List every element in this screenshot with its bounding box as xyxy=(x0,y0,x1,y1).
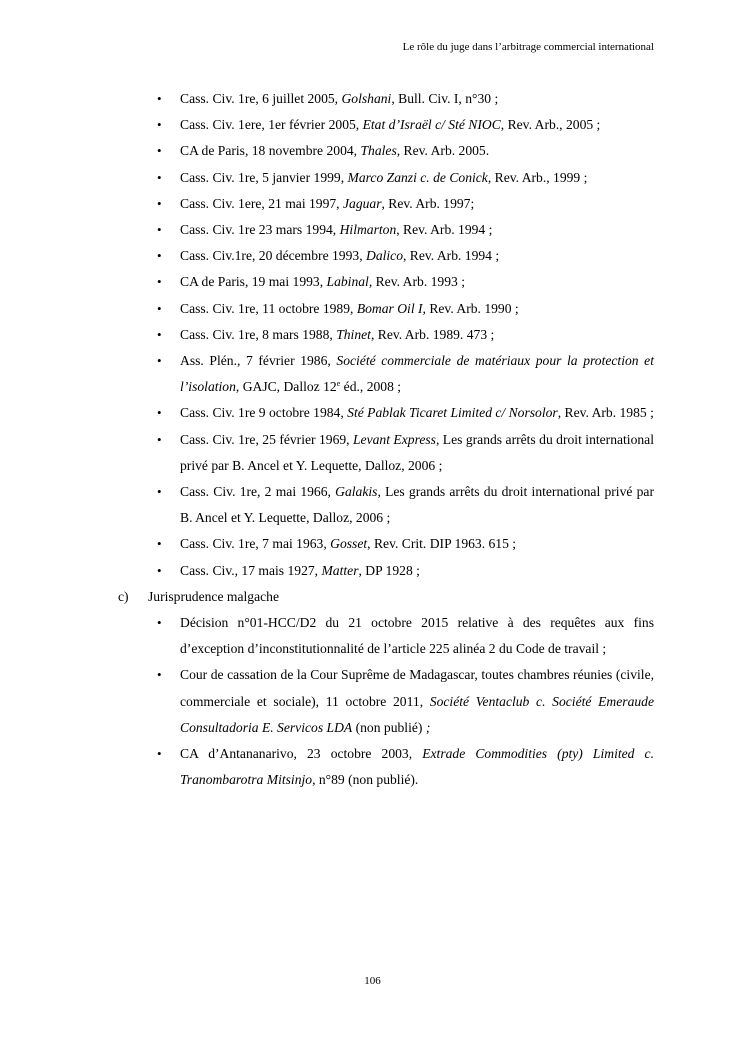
list-item xyxy=(127,558,654,584)
bibliography-content xyxy=(118,86,654,793)
citation-text: , Rev. Arb. 1994 ; xyxy=(403,248,500,264)
citation-text: , Rev. Arb. 1997; xyxy=(381,195,475,211)
citation-text: Cass. Civ. 1re, 8 mars 1988, xyxy=(180,326,337,342)
bullet-icon: • xyxy=(157,195,162,211)
citation-text: CA de Paris, 18 novembre 2004, xyxy=(180,143,361,159)
list-item xyxy=(127,400,654,426)
page-number: 106 xyxy=(364,975,381,987)
citation-text: Décision n°01-HCC/D2 du 21 octobre 2015 relative à des requêtes aux fins d’exception d’inconstitutionnalité de l’article 225 alinéa 2 du Code de travail ; xyxy=(180,615,654,657)
citation-text: , GAJC, Dalloz 12 xyxy=(235,379,337,395)
bullet-icon: • xyxy=(157,274,162,290)
citation-text: CA de Paris, 19 mai 1993, xyxy=(180,274,327,290)
list-item xyxy=(127,531,654,557)
case-name: Labinal, xyxy=(326,274,373,290)
bullet-icon: • xyxy=(157,353,162,369)
bullet-icon: • xyxy=(157,615,162,631)
bullet-icon: • xyxy=(157,300,162,316)
case-name: Sté Pablak Ticaret Limited c/ Norsolor xyxy=(347,405,558,421)
citation-text: Cass. Civ. 1re 9 octobre 1984, xyxy=(180,405,348,421)
list-item xyxy=(127,322,654,348)
citation-text: Cour de cassation de la Cour Suprême de Madagascar, toutes chambres réunies (civile, commerciale et sociale), 11 octobre 2011, xyxy=(180,667,654,709)
citation-text: Cass. Civ. 1re, 11 octobre 1989, xyxy=(180,300,357,316)
citation-text: éd., 2008 ; xyxy=(340,379,402,395)
citation-text: Cass. Civ. 1ere, 1er février 2005, xyxy=(180,117,363,133)
bullet-icon: • xyxy=(157,667,162,683)
citation-text: Rev. Arb. 1993 ; xyxy=(372,274,465,290)
citation-text: Cass. Civ. 1ere, 21 mai 1997, xyxy=(180,195,343,211)
list-item xyxy=(127,479,654,531)
citation-text: , Rev. Arb. 2005. xyxy=(396,143,490,159)
list-item xyxy=(127,86,654,112)
list-item xyxy=(127,348,654,400)
list-item xyxy=(127,296,654,322)
case-name: Marco Zanzi c. de Conick xyxy=(347,169,488,185)
list-item xyxy=(127,217,654,243)
citation-text: Cass. Civ. 1re, 7 mai 1963, xyxy=(180,536,331,552)
case-name: Dalico xyxy=(366,248,403,264)
list-item xyxy=(127,112,654,138)
bullet-icon: • xyxy=(157,562,162,578)
citation-text: Rev. Arb. 1990 ; xyxy=(425,300,519,316)
list-item xyxy=(127,138,654,164)
case-name: Thales xyxy=(360,143,397,159)
list-item xyxy=(127,427,654,479)
list-item xyxy=(127,165,654,191)
bullet-icon: • xyxy=(157,746,162,762)
case-name: Bomar Oil I, xyxy=(356,300,426,316)
citation-text: , n°89 (non publié). xyxy=(312,772,419,788)
citation-text: , Bull. Civ. I, n°30 ; xyxy=(391,91,499,106)
case-name: Société Ventaclub c. Société Emeraude Consultadoria E. Servicos LDA xyxy=(180,693,654,735)
citation-text: , Rev. Arb. 1994 ; xyxy=(396,222,493,238)
bullet-icon: • xyxy=(157,405,162,421)
citation-text: Cass. Civ. 1re, 6 juillet 2005, xyxy=(180,91,342,106)
case-name: ; xyxy=(425,719,431,735)
case-name: Société commerciale de matériaux pour la protection et l’isolation xyxy=(180,353,654,395)
list-item xyxy=(127,662,654,741)
citation-text: , Rev. Arb., 2005 ; xyxy=(500,117,601,133)
case-name: Levant Express xyxy=(353,431,436,447)
case-name: Gosset xyxy=(330,536,368,552)
citation-text: , Rev. Arb. 1989. 473 ; xyxy=(370,326,495,342)
bullet-icon: • xyxy=(157,169,162,185)
citation-text: , DP 1928 ; xyxy=(358,562,420,578)
bullet-icon: • xyxy=(157,91,162,106)
citation-text: Cass. Civ., 17 mais 1927, xyxy=(180,562,322,578)
running-header: Le rôle du juge dans l’arbitrage commercial international xyxy=(402,41,654,53)
citation-text: , Rev. Crit. DIP 1963. 615 ; xyxy=(367,536,517,552)
bullet-icon: • xyxy=(157,143,162,159)
bullet-icon: • xyxy=(157,222,162,238)
case-name: Extrade Commodities (pty) Limited c. Tranombarotra Mitsinjo xyxy=(180,746,654,788)
citation-text: CA d’Antananarivo, 23 octobre 2003, xyxy=(180,746,423,762)
malagasy-case-list xyxy=(127,610,654,793)
case-name: Hilmarton xyxy=(339,222,397,238)
bullet-icon: • xyxy=(157,248,162,264)
citation-text: Cass. Civ. 1re 23 mars 1994, xyxy=(180,222,340,238)
citation-text: , Rev. Arb., 1999 ; xyxy=(487,169,588,185)
bullet-icon: • xyxy=(157,117,162,133)
list-item xyxy=(127,610,654,662)
citation-text: Ass. Plén., 7 février 1986, xyxy=(180,353,337,369)
citation-text: Cass. Civ. 1re, 5 janvier 1999, xyxy=(180,169,348,185)
citation-text: Cass. Civ.1re, 20 décembre 1993, xyxy=(180,248,366,264)
french-case-list xyxy=(127,86,654,584)
citation-text: Cass. Civ. 1re, 25 février 1969, xyxy=(180,431,353,447)
citation-text: , Les grands arrêts du droit international privé par B. Ancel et Y. Lequette, Dalloz, 2006 ; xyxy=(180,484,654,526)
section-title: Jurisprudence malgache xyxy=(148,588,279,604)
bullet-icon: • xyxy=(157,536,162,552)
case-name: Golshani xyxy=(341,91,392,106)
list-item xyxy=(127,243,654,269)
case-name: Jaguar xyxy=(342,195,382,211)
list-item xyxy=(127,741,654,793)
superscript: e xyxy=(336,379,341,389)
section-heading xyxy=(118,584,654,610)
case-name: Etat d’Israël c/ Sté NIOC xyxy=(362,117,501,133)
citation-text: (non publié) xyxy=(352,719,426,735)
bullet-icon: • xyxy=(157,484,162,500)
section-label: c) xyxy=(118,588,129,604)
list-item xyxy=(127,191,654,217)
bullet-icon: • xyxy=(157,431,162,447)
bullet-icon: • xyxy=(157,326,162,342)
list-item xyxy=(127,269,654,295)
citation-text: , Les grands arrêts du droit international privé par B. Ancel et Y. Lequette, Dalloz, 2006 ; xyxy=(180,431,654,473)
case-name: Thinet xyxy=(336,326,371,342)
case-name: Matter xyxy=(321,562,359,578)
citation-text: , Rev. Arb. 1985 ; xyxy=(557,405,654,421)
case-name: Galakis xyxy=(335,484,378,500)
citation-text: Cass. Civ. 1re, 2 mai 1966, xyxy=(180,484,336,500)
